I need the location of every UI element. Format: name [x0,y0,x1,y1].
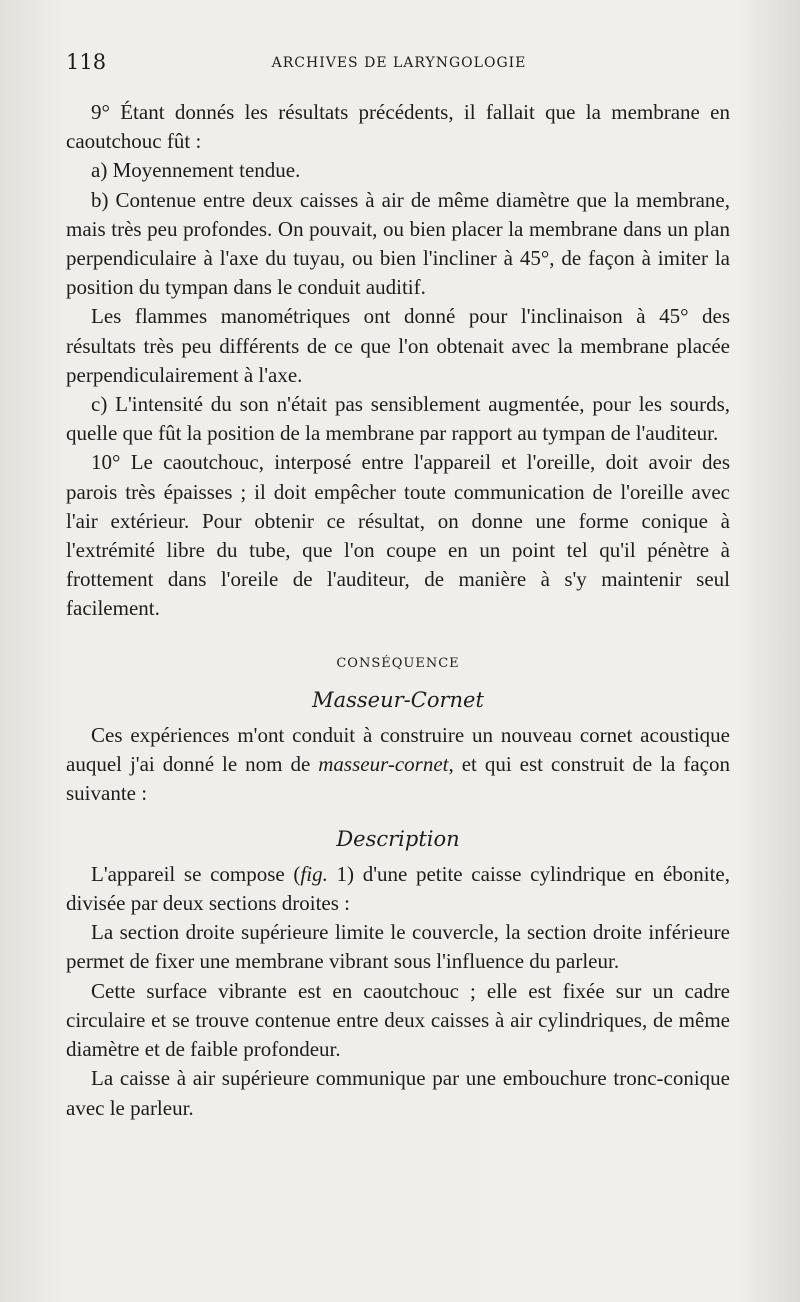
section-heading: CONSÉQUENCE [336,655,460,671]
description-paragraph-1 [66,860,730,918]
running-head: ARCHIVES DE LARYNGOLOGIE [271,55,527,71]
page-body [66,98,730,1123]
paragraph-item-c: c) L'intensité du son n'était pas sensiblement augmentée, pour les sourds, quelle que fût la position de la membrane par rapport au tympan de l'auditeur. [66,392,730,446]
page-header [66,50,732,76]
page-number: 118 [66,50,107,74]
intro-emphasis: masseur-cornet [318,752,449,777]
intro-paragraph [66,721,730,809]
description-paragraph-4: La caisse à air supérieure communique par une embouchure tronc-conique avec le parleur. [66,1066,730,1120]
paragraph-item-a: a) Moyennement tendue. [91,158,301,183]
description-subheading: Description [336,826,460,851]
intro-text-before: Ces expériences m'ont conduit à construire un nouveau cornet acoustique auquel j'ai donné le nom de [66,723,730,777]
description-text-after: 1) d'une petite caisse cylindrique en ébonite, divisée par deux sections droites : [66,861,731,916]
section-subheading: Masseur-Cornet [312,687,484,712]
intro-text-after: , et qui est construit de la façon suivante : [66,752,730,806]
fig-reference: fig. [300,861,328,886]
description-text-before: L'appareil se compose ( [91,861,301,886]
description-paragraph-3: Cette surface vibrante est en caoutchouc ; elle est fixée sur un cadre circulaire et se trouve contenue entre deux caisses à air cylindriques, de même diamètre et de faible profondeur. [66,978,730,1062]
paragraph-item-9: 9° Étant donnés les résultats précédents, il fallait que la membrane en caoutchouc fût : [66,100,730,154]
paragraph-item-10: 10° Le caoutchouc, interposé entre l'appareil et l'oreille, doit avoir des parois très épaisses ; il doit empêcher toute communication de l'oreille avec l'air extérieur. Pour obtenir ce résultat, on donne une forme conique à l'extrémité libre du tube, que l'on coupe en un point tel qu'il pénètre à frottement dans l'oreile de l'auditeur, de manière à s'y maintenir seul facilement. [66,450,730,621]
description-paragraph-2: La section droite supérieure limite le couvercle, la section droite inférieure permet de fixer une membrane vibrant sous l'influence du parleur. [66,920,730,974]
paragraph-item-b: b) Contenue entre deux caisses à air de même diamètre que la membrane, mais très peu profondes. On pouvait, ou bien placer la membrane dans un plan perpendiculaire à l'axe du tuyau, ou bien l'incliner à 45°, de façon à imiter la position du tympan dans le conduit auditif. [66,187,730,300]
paragraph-flammes: Les flammes manométriques ont donné pour l'inclinaison à 45° des résultats très peu différents de ce que l'on obtenait avec la membrane placée perpendiculairement à l'axe. [66,304,730,387]
